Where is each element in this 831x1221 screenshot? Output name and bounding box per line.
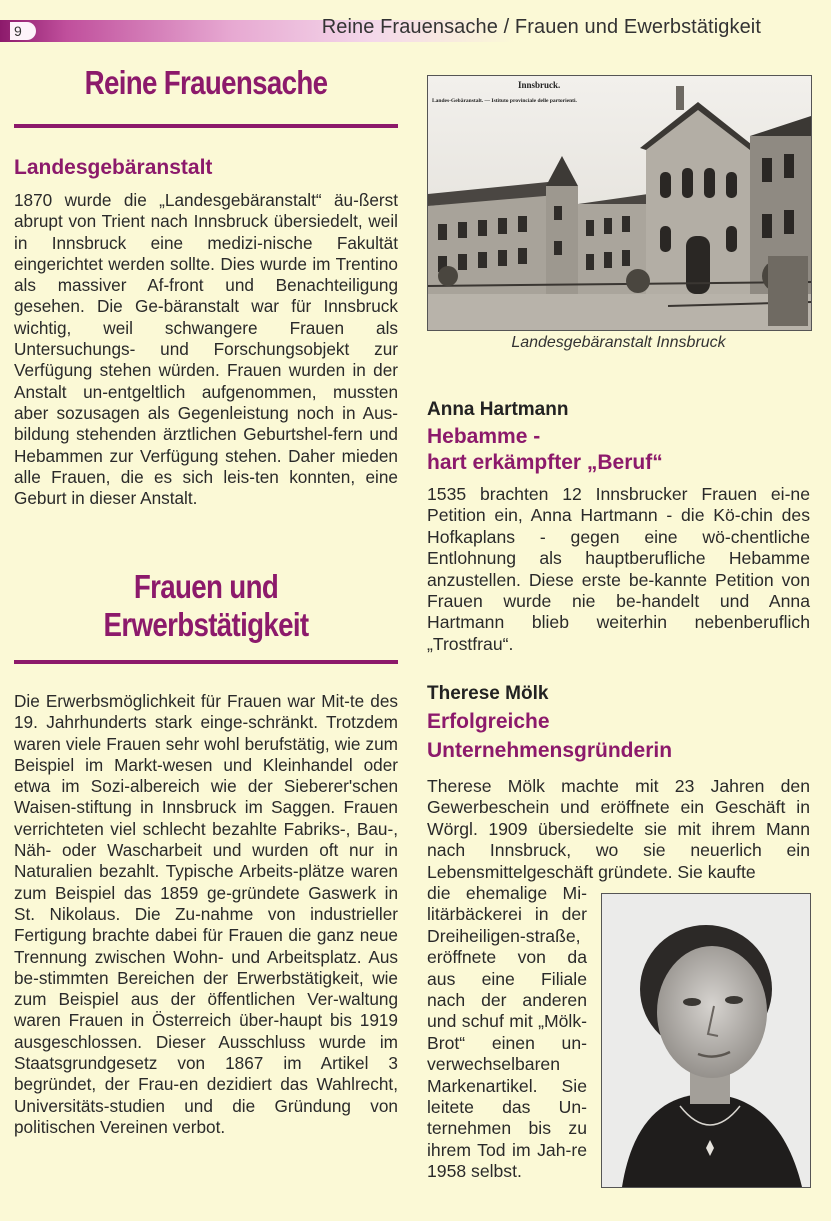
subheading-landesgebaeranstalt: Landesgebäranstalt [14,156,213,179]
portrait-therese-moelk [601,893,811,1188]
paragraph-anna-hartmann: 1535 brachten 12 Innsbrucker Frauen ei-ne Petition ein, Anna Hartmann - die Kö-chin des Hofkaplans - gegen eine wö-chentliche Entlohnung als hauptberufliche Hebamme anzustellen. Diese erste be-kannte Petition von Frauen wurde nie be-handelt und Anna Hartmann blieb weiterhin nebenberuflich „Trostfrau“. [427,484,810,654]
inscription-title: Innsbruck. [518,80,561,90]
subheading-line: Unternehmensgründerin [427,739,673,762]
person-name-anna-hartmann: Anna Hartmann [427,399,569,420]
subheading-hebamme [427,424,663,476]
paragraph-landesgebaeranstalt: 1870 wurde die „Landesgebäranstalt“ äu-ßerst abrupt von Trient nach Innsbruck übersiedelt, weil in Innsbruck eine medizi-nische Fakultät eingerichtet werden sollte. Dies wurde im Trentino als massiver Af-front und Benachteiligung gesehen. Die Ge-bäranstalt war für Innsbruck wichtig, weil schwangere Frauen als Untersuchungs- und Forschungsobjekt zur Verfügung stehen würden. Frauen wurden in der Anstalt un-entgeltlich aufgenommen, mussten aber sozusagen als Gegenleistung noch in Aus-bildung stehenden ärztlichen Geburtshel-fern und Hebammen zur Verfügung stehen. Daher mieden alle Frauen, die es sich leis-ten konnten, eine Geburt in dieser Anstalt. [14,190,398,509]
paragraph-therese-moelk-continued: die ehemalige Mi-litärbäckerei in der Dreiheiligen-straße, eröffnete von da aus eine Filiale nach der anderen und schuf mit „Mölk-Brot“ einen un-verwechselbaren Markenartikel. Sie leitete das Un-ternehmen bis zu ihrem Tod im Jah-re 1958 selbst. [427,883,587,1182]
section-rule [14,660,398,664]
section-title-line: Frauen und [133,568,279,605]
subheading-unternehmensgruenderin [427,707,672,765]
paragraph-therese-moelk-intro: Therese Mölk machte mit 23 Jahren den Gewerbeschein und eröffnete ein Geschäft in Wörgl. 1909 übersiedelte sie mit ihrem Mann nach Innsbruck, wo sie neuerlich ein Lebensmittelgeschäft gründete. Sie kaufte [427,776,810,882]
section-title-reine-frauensache: Reine Frauensache [84,64,328,101]
photo-caption: Landesgebäranstalt Innsbruck [511,334,726,351]
subheading-line: Hebamme - [427,425,541,448]
section-title-line: Erwerbstätigkeit [103,606,309,643]
section-rule [14,124,398,128]
person-name-therese-moelk: Therese Mölk [427,683,549,704]
section-title-frauen-erwerbstaetigkeit [45,568,368,644]
building-illustration [428,76,811,330]
subheading-line: Erfolgreiche [427,710,550,733]
paragraph-erwerbstaetigkeit: Die Erwerbsmöglichkeit für Frauen war Mit-te des 19. Jahrhunderts stark einge-schränkt. Trotzdem waren viele Frauen sehr wohl berufstätig, wie zum Beispiel im Markt-wesen und Kleinhandel oder etwa im Sozi-albereich wie der Sieberer'schen Waisen-stiftung in Innsbruck im Saggen. Frauen verrichteten viel schlecht bezahlte Fabriks-, Bau-, Näh- oder Wascharbeit und wurden oft nur in Naturalien bezahlt. Typische Arbeits-plätze waren zum Beispiel das 1859 ge-gründete Gaswerk in St. Nikolaus. Die Zu-nahme von industrieller Fertigung brachte dabei für Frauen die ganz neue Trennung zwischen Wohn- und Arbeitsplatz. Aus be-stimmten Bereichen der Erwerbstätigkeit, wie zum Beispiel aus der öffentlichen Ver-waltung waren Frauen in Österreich über-haupt bis 1919 ausgeschlossen. Dieser Ausschluss wurde im Staatsgrundgesetz von 1867 im Artikel 3 begründet, der Frau-en dezidiert das Wahlrecht, Universitäts-studien und die Gründung von politischen Vereinen verbot. [14,691,398,1137]
subheading-line: hart erkämpfter „Beruf“ [427,451,663,474]
portrait-illustration [602,894,810,1187]
photo-landesgebaeranstalt [427,75,812,331]
running-head: Reine Frauensache / Frauen und Ewerbstätigkeit [321,16,761,38]
inscription-subtitle: Landes-Gebäranstalt. — Istituto provinciale delle partorienti. [432,98,577,104]
page-number: 9 [10,22,36,40]
